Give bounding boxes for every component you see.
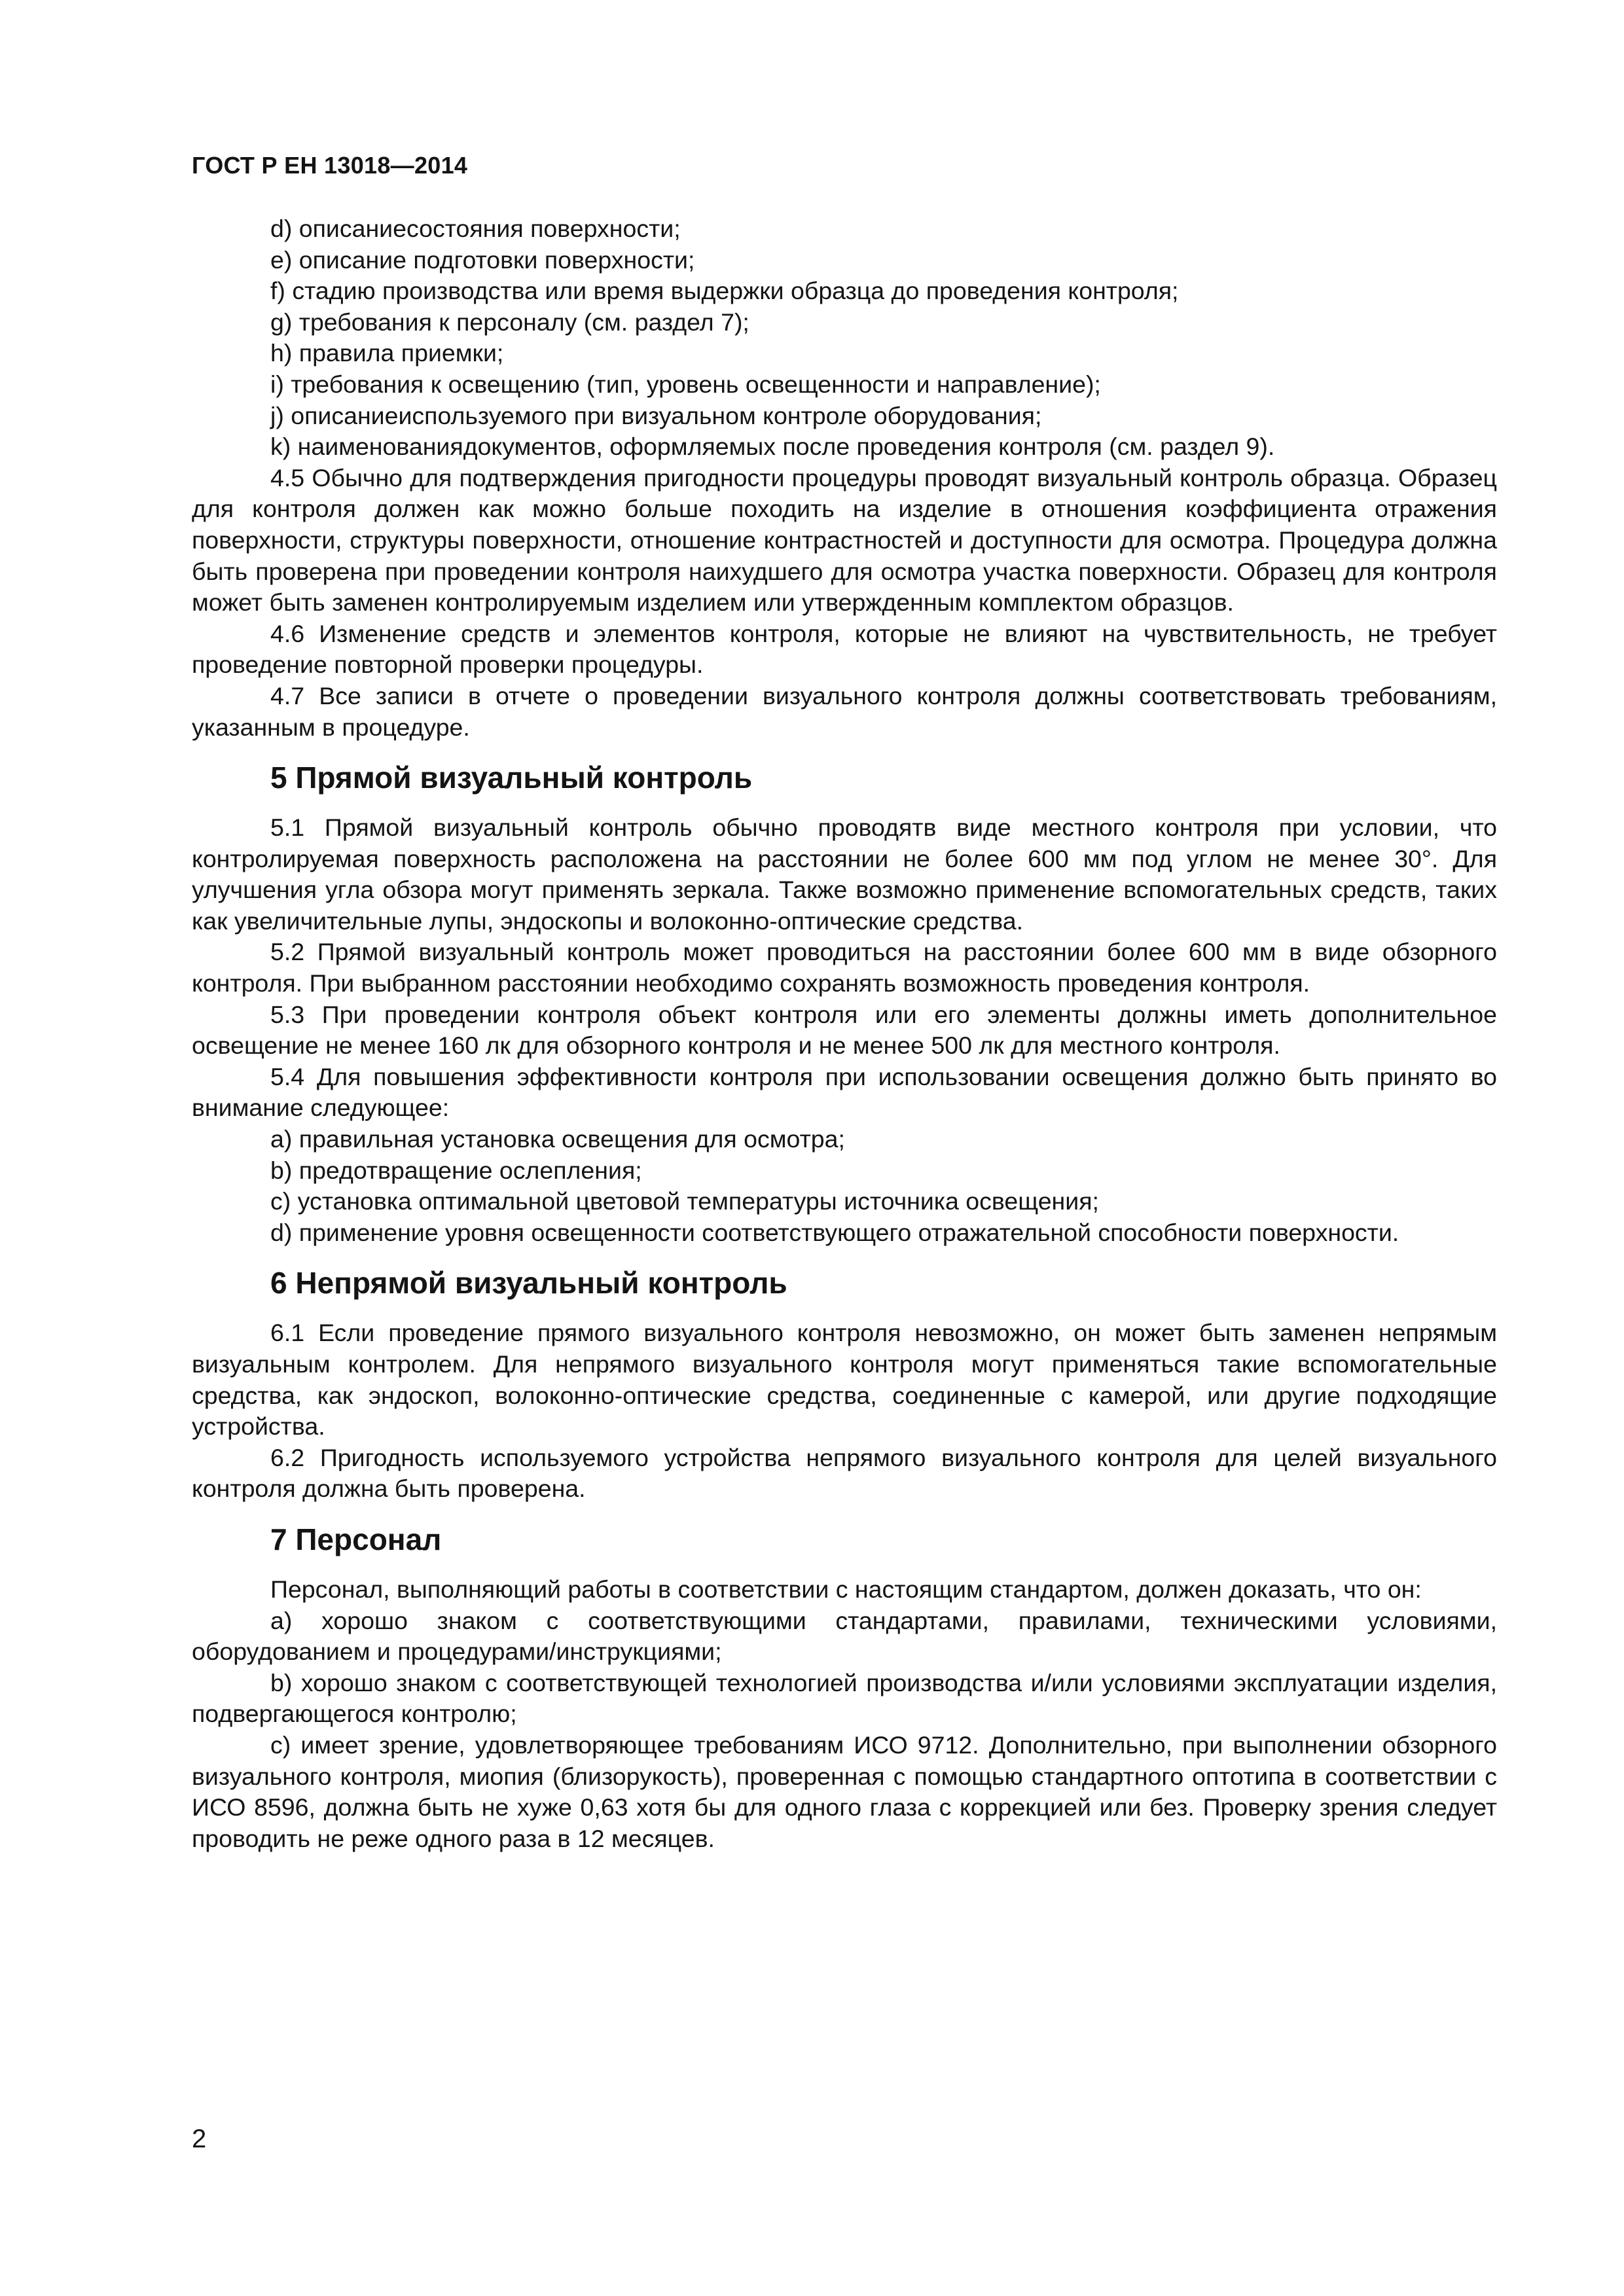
- paragraph-4-5: 4.5 Обычно для подтверждения пригодности процедуры проводят визуальный контроль образца. Образец для контроля должен как можно больше походить на изделие в отношения коэффициента отражения поверхности, структуры поверхности, отношение контрастностей и доступности для осмотра. Процедура должна быть проверена при проведении контроля наихудшего для осмотра участка поверхности. Образец для контроля может быть заменен контролируемым изделием или утвержденным комплектом образцов.: [192, 463, 1497, 617]
- paragraph-5-2: 5.2 Прямой визуальный контроль может проводиться на расстоянии более 600 мм в виде обзорного контроля. При выбранном расстоянии необходимо сохранять возможность проведения контроля.: [192, 938, 1497, 997]
- page-number: 2: [192, 2125, 207, 2153]
- paragraph-6-2: 6.2 Пригодность используемого устройства непрямого визуального контроля для целей визуального контроля должна быть проверена.: [192, 1443, 1497, 1503]
- section-5-heading: 5 Прямой визуальный контроль: [270, 761, 753, 795]
- list-item: k) наименованиядокументов, оформляемых после проведения контроля (см. раздел 9).: [270, 433, 1275, 461]
- list-item: i) требования к освещению (тип, уровень освещенности и направление);: [270, 370, 1101, 398]
- section-6-heading: 6 Непрямой визуальный контроль: [270, 1266, 787, 1300]
- paragraph-7-intro: Персонал, выполняющий работы в соответствии с настоящим стандартом, должен доказать, что он:: [270, 1575, 1422, 1603]
- page-header: ГОСТ Р ЕН 13018—2014: [192, 152, 468, 179]
- paragraph-5-3: 5.3 При проведении контроля объект контроля или его элементы должны иметь дополнительное освещение не менее 160 лк для обзорного контроля и не менее 500 лк для местного контроля.: [192, 1000, 1497, 1060]
- section-7-heading: 7 Персонал: [270, 1522, 442, 1556]
- list-item: g) требования к персоналу (см. раздел 7);: [270, 308, 749, 336]
- paragraph-5-1: 5.1 Прямой визуальный контроль обычно проводятв виде местного контроля при условии, что контролируемая поверхность расположена на расстоянии не более 600 мм под углом не менее 30°. Для улучшения угла обзора могут применять зеркала. Также возможно применение вспомогательных средств, таких как увеличительные лупы, эндоскопы и волоконно-оптические средства.: [192, 814, 1497, 935]
- list-item: d) применение уровня освещенности соответствующего отражательной способности поверхности.: [270, 1218, 1399, 1246]
- list-item: h) правила приемки;: [270, 339, 504, 367]
- document-body: [192, 213, 1497, 1854]
- paragraph-6-1: 6.1 Если проведение прямого визуального контроля невозможно, он может быть заменен непрямым визуальным контролем. Для непрямого визуального контроля могут применяться такие вспомогательные средства, как эндоскоп, волоконно-оптические средства, соединенные с камерой, или другие подходящие устройства.: [192, 1319, 1497, 1441]
- list-item: f) стадию производства или время выдержки образца до проведения контроля;: [270, 277, 1179, 305]
- paragraph-4-7: 4.7 Все записи в отчете о проведении визуального контроля должны соответствовать требованиям, указанным в процедуре.: [192, 681, 1497, 741]
- paragraph-4-6: 4.6 Изменение средств и элементов контроля, которые не влияют на чувствительность, не требует проведение повторной проверки процедуры.: [192, 619, 1497, 679]
- paragraph-5-4: 5.4 Для повышения эффективности контроля при использовании освещения должно быть принято во внимание следующее:: [192, 1062, 1497, 1122]
- list-item: d) описаниесостояния поверхности;: [270, 215, 681, 242]
- list-item: a) правильная установка освещения для осмотра;: [270, 1125, 845, 1153]
- list-item: c) имеет зрение, удовлетворяющее требованиям ИСО 9712. Дополнительно, при выполнении обзорного визуального контроля, миопия (близорукость), проверенная с помощью стандартного оптотипа в соответствии с ИСО 8596, должна быть не хуже 0,63 хотя бы для одного глаза с коррекцией или без. Проверку зрения следует проводить не реже одного раза в 12 месяцев.: [192, 1731, 1497, 1852]
- list-item: b) хорошо знаком с соответствующей технологией производства и/или условиями эксплуатации изделия, подвергающегося контролю;: [192, 1668, 1497, 1728]
- list-item: e) описание подготовки поверхности;: [270, 245, 695, 274]
- list-item: c) установка оптимальной цветовой температуры источника освещения;: [270, 1187, 1099, 1215]
- list-item: a) хорошо знаком с соответствующими стандартами, правилами, техническими условиями, оборудованием и процедурами/инструкциями;: [192, 1606, 1497, 1666]
- list-item: j) описаниеиспользуемого при визуальном контроле оборудования;: [270, 401, 1042, 429]
- list-item: b) предотвращение ослепления;: [270, 1156, 642, 1184]
